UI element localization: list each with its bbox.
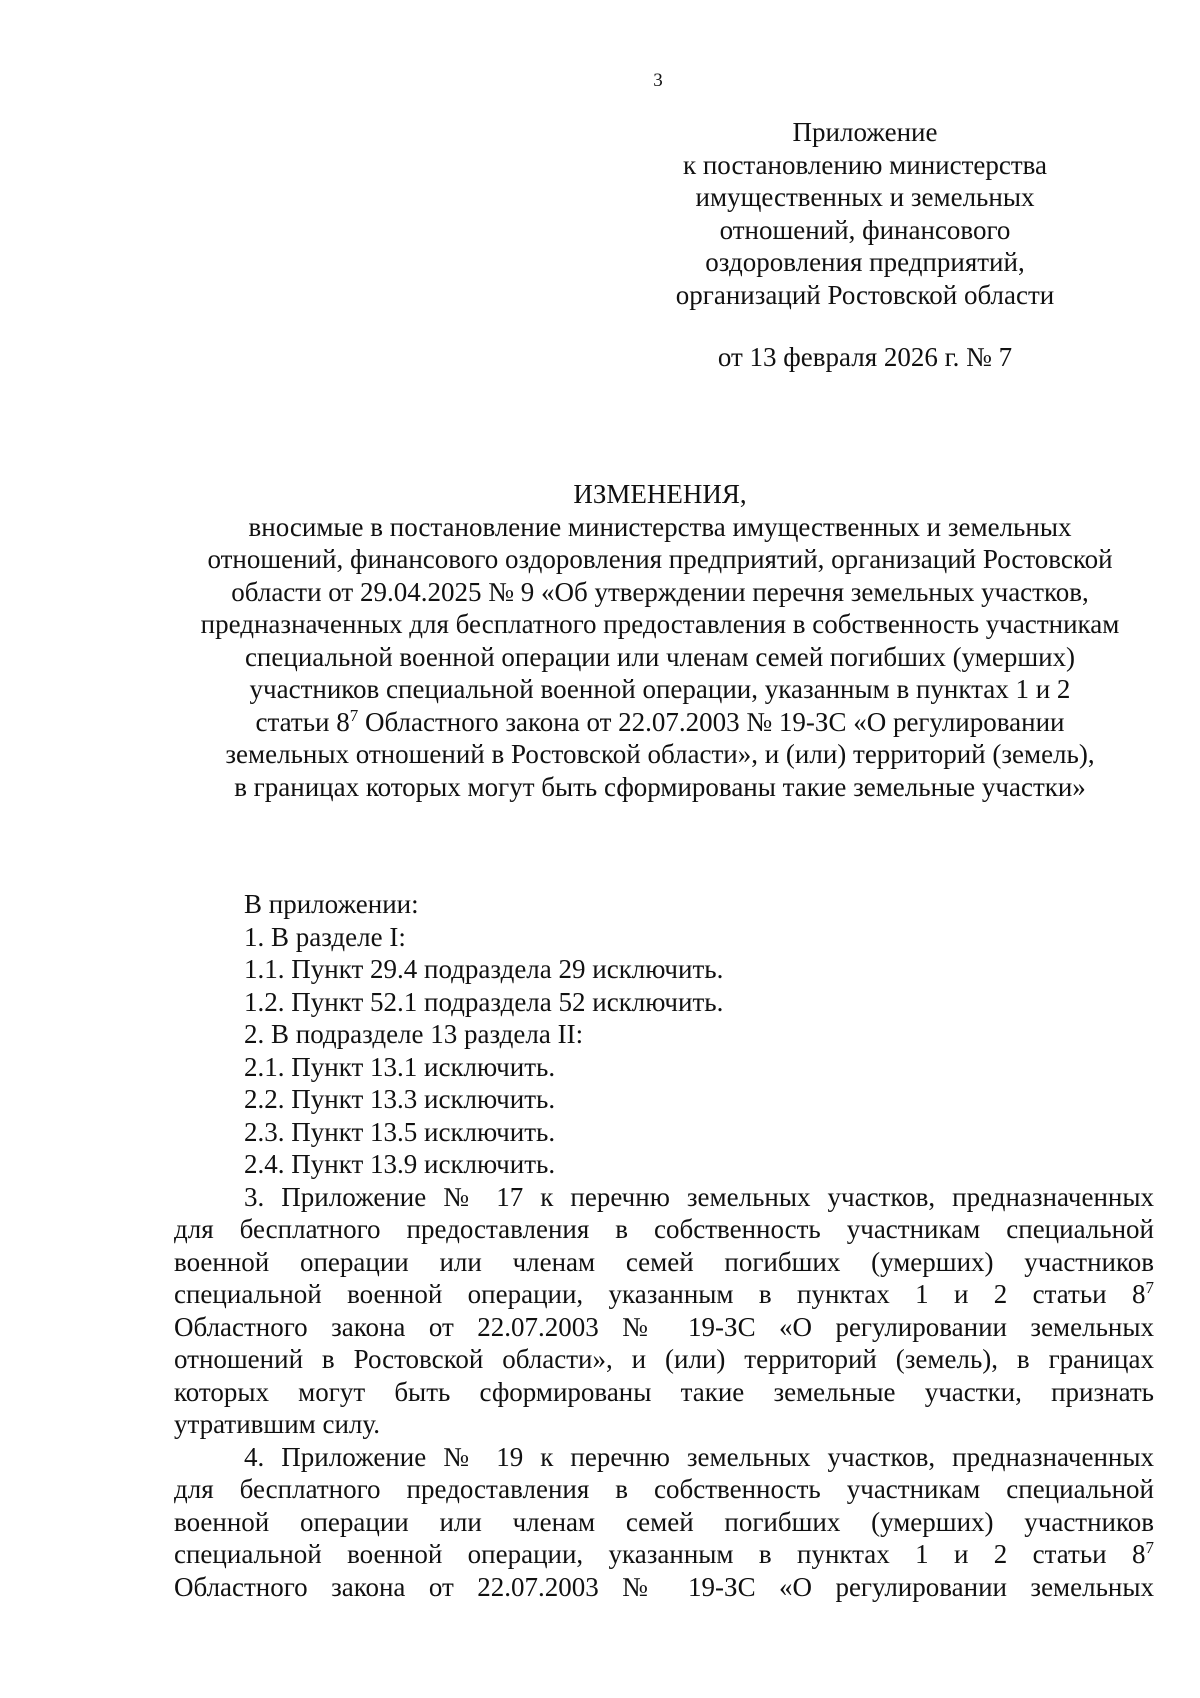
- approval-line: Приложение: [792, 117, 938, 147]
- list-item: 2.4. Пункт 13.9 исключить.: [244, 1149, 556, 1179]
- paragraph-line: Областного закона от 22.07.2003 № 19-ЗС «О регулировании земельных: [174, 1311, 1154, 1342]
- title-line: специальной военной операции или членам семей погибших (умерших): [244, 641, 1076, 672]
- list-item: 1.2. Пункт 52.1 подраздела 52 исключить.: [244, 986, 724, 1017]
- approval-line: оздоровления предприятий,: [705, 247, 1025, 277]
- body-intro: В приложении:: [244, 889, 419, 919]
- paragraph-line: 4. Приложение № 19 к перечню земельных участков, предназначенных: [244, 1441, 1154, 1472]
- approval-block: [655, 116, 1075, 311]
- approval-date: от 13 февраля 2026 г. № 7: [717, 342, 1013, 372]
- approval-line: имущественных и земельных: [695, 182, 1035, 212]
- superscript: 7: [349, 705, 359, 725]
- paragraph-line: которых могут быть сформированы такие земельные участки, признать: [174, 1376, 1154, 1407]
- paragraph-line: [174, 1278, 1154, 1311]
- title-line: участников специальной военной операции, указанным в пунктах 1 и 2: [249, 674, 1071, 704]
- title-line-text: статьи 8: [255, 706, 350, 737]
- title-line: вносимые в постановление министерства имущественных и земельных: [248, 511, 1072, 542]
- approval-line: отношений, финансового: [719, 214, 1011, 245]
- paragraph-line: Областного закона от 22.07.2003 № 19-ЗС «О регулировании земельных: [174, 1571, 1154, 1602]
- approval-line: организаций Ростовской области: [675, 279, 1055, 310]
- paragraph-3: [174, 1181, 1154, 1441]
- paragraph-line-text: специальной военной операции, указанным в пунктах 1 и 2 статьи 8: [174, 1279, 1146, 1309]
- document-title: [130, 478, 1190, 803]
- list-item: 2.1. Пункт 13.1 исключить.: [244, 1051, 556, 1082]
- approval-line: к постановлению министерства: [682, 149, 1048, 180]
- paragraph-line: военной операции или членам семей погибших (умерших) участников: [174, 1246, 1154, 1277]
- paragraph-line-text: специальной военной операции, указанным в пунктах 1 и 2 статьи 8: [174, 1539, 1146, 1569]
- paragraph-line: отношений в Ростовской области», и (или) территорий (земель), в границах: [174, 1344, 1154, 1374]
- page-number: 3: [653, 70, 663, 91]
- title-line: в границах которых могут быть сформированы такие земельные участки»: [234, 771, 1086, 802]
- list-item: 1. В разделе I:: [244, 921, 406, 952]
- title-line-text: Областного закона от 22.07.2003 № 19-ЗС «О регулировании: [358, 706, 1065, 737]
- paragraph-line: для бесплатного предоставления в собственность участникам специальной: [174, 1214, 1154, 1244]
- paragraph-line: [174, 1538, 1154, 1571]
- paragraph-line: утратившим силу.: [174, 1409, 380, 1439]
- paragraph-line: военной операции или членам семей погибших (умерших) участников: [174, 1506, 1154, 1537]
- list-item: 2. В подразделе 13 раздела II:: [244, 1019, 584, 1049]
- superscript: 7: [1145, 1538, 1154, 1557]
- title-line: отношений, финансового оздоровления предприятий, организаций Ростовской: [207, 544, 1113, 574]
- document-heading: ИЗМЕНЕНИЯ,: [573, 479, 747, 509]
- list-item: 1.1. Пункт 29.4 подраздела 29 исключить.: [244, 954, 724, 984]
- title-line: [130, 706, 1190, 739]
- paragraph-line: 3. Приложение № 17 к перечню земельных участков, предназначенных: [244, 1181, 1154, 1212]
- paragraph-line: для бесплатного предоставления в собственность участникам специальной: [174, 1474, 1154, 1504]
- title-line: земельных отношений в Ростовской области», и (или) территорий (земель),: [225, 739, 1095, 769]
- paragraph-4: [174, 1441, 1154, 1604]
- superscript: 7: [1145, 1278, 1154, 1297]
- title-line: области от 29.04.2025 № 9 «Об утверждении перечня земельных участков,: [231, 576, 1089, 607]
- title-line: предназначенных для бесплатного предоставления в собственность участникам: [200, 609, 1120, 639]
- document-body: [174, 888, 1154, 1603]
- list-item: 2.2. Пункт 13.3 исключить.: [244, 1084, 556, 1114]
- list-item: 2.3. Пункт 13.5 исключить.: [244, 1116, 556, 1147]
